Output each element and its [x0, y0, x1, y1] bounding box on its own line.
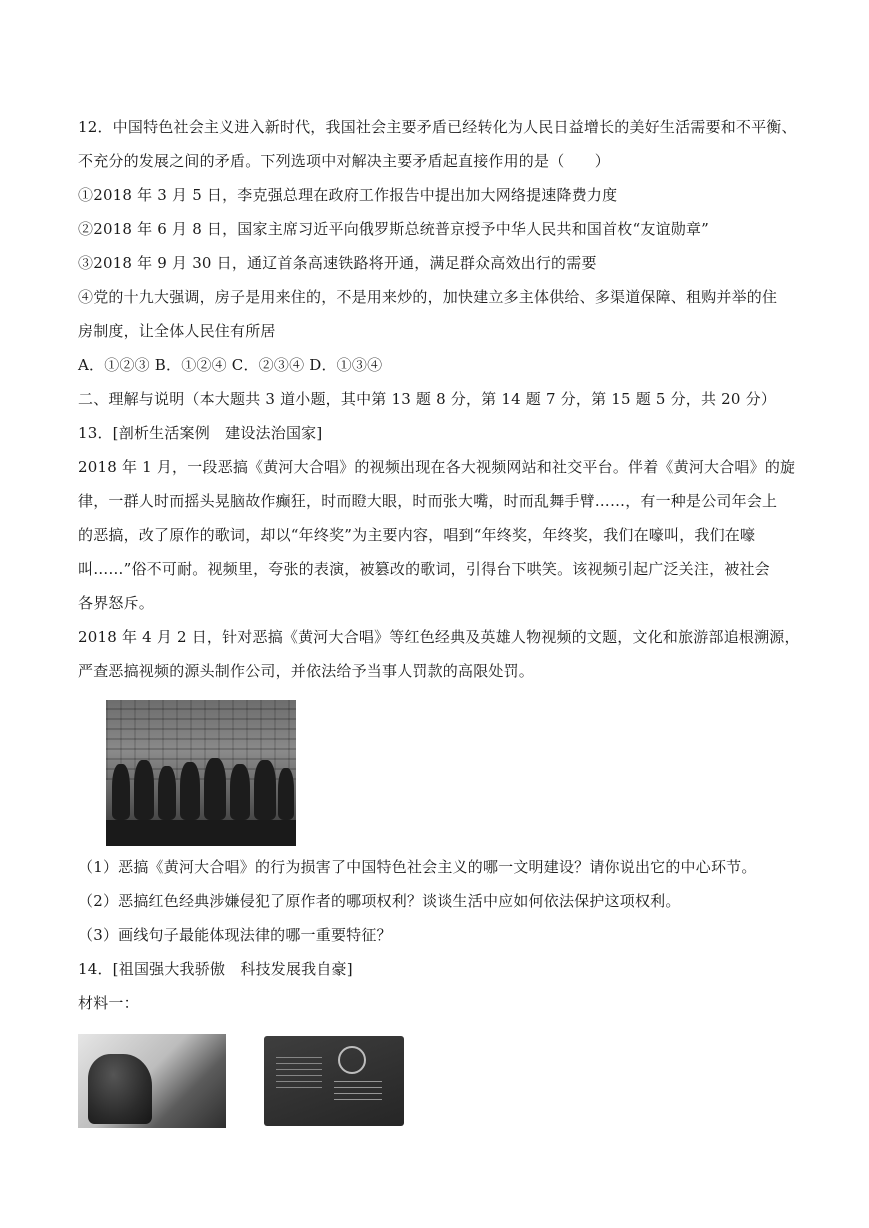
- q13-paragraph2-line2: 严查恶搞视频的源头制作公司，并依法给予当事人罚款的高限处罚。: [78, 662, 535, 680]
- national-emblem-icon: [338, 1046, 366, 1074]
- section-2-heading: 二、理解与说明（本大题共 3 道小题，其中第 13 题 8 分，第 14 题 7 分，第 15 题 5 分，共 20 分）: [78, 390, 777, 408]
- q13-sub2: （2）恶搞红色经典涉嫌侵犯了原作者的哪项权利？谈谈生活中应如何依法保护这项权利。: [78, 892, 681, 910]
- q13-paragraph1-line3: 的恶搞，改了原作的歌词，却以“年终奖”为主要内容，唱到“年终奖，年终奖，我们在嚎叫，我们在嚎: [78, 526, 756, 544]
- q12-stem-line1: 12．中国特色社会主义进入新时代，我国社会主要矛盾已经转化为人民日益增长的美好生活需要和不平衡、: [78, 118, 797, 136]
- performer-figure: [180, 762, 200, 820]
- passport-image: [260, 1034, 408, 1128]
- performance-photo: [106, 700, 296, 846]
- q13-paragraph1-line5: 各界怒斥。: [78, 594, 155, 612]
- q13-sub3: （3）画线句子最能体现法律的哪一重要特征？: [78, 926, 392, 944]
- performer-figure: [278, 768, 294, 820]
- q13-paragraph2-line1: 2018 年 4 月 2 日，针对恶搞《黄河大合唱》等红色经典及英雄人物视频的文题，文化和旅游部追根溯源，: [78, 628, 800, 646]
- q13-sub1: （1）恶搞《黄河大合唱》的行为损害了中国特色社会主义的哪一文明建设？请你说出它的中心环节。: [78, 858, 757, 876]
- q12-stem-line2: 不充分的发展之间的矛盾。下列选项中对解决主要矛盾起直接作用的是（ ）: [78, 152, 611, 170]
- q13-paragraph1-line2: 律，一群人时而摇头晃脑故作癫狂，时而瞪大眼，时而张大嘴，时而乱舞手臂……，有一种是公司年会上: [78, 492, 778, 510]
- soldier-poster-image: [78, 1034, 226, 1128]
- performer-figure: [134, 760, 154, 820]
- stage-floor: [106, 820, 296, 846]
- calligraphy-graphic: [136, 1036, 222, 1101]
- q12-option-2: ②2018 年 6 月 8 日，国家主席习近平向俄罗斯总统普京授予中华人民共和国首枚“友谊勋章”: [78, 220, 710, 238]
- performer-figure: [158, 766, 176, 820]
- q12-option-1: ①2018 年 3 月 5 日，李克强总理在政府工作报告中提出加大网络提速降费力度: [78, 186, 618, 204]
- performer-figure: [204, 758, 226, 820]
- performer-figure: [254, 760, 276, 820]
- q12-choices: A．①②③ B．①②④ C．②③④ D．①③④: [78, 356, 383, 374]
- q13-paragraph1-line4: 叫……”俗不可耐。视频里，夸张的表演，被篡改的歌词，引得台下哄笑。该视频引起广泛关注，被社会: [78, 560, 770, 578]
- q12-option-3: ③2018 年 9 月 30 日，通辽首条高速铁路将开通，满足群众高效出行的需要: [78, 254, 597, 272]
- passport-text-block: [276, 1052, 322, 1088]
- performer-figure: [112, 764, 130, 820]
- q13-paragraph1-line1: 2018 年 1 月，一段恶搞《黄河大合唱》的视频出现在各大视频网站和社交平台。伴着《黄河大合唱》的旋: [78, 458, 796, 476]
- material1-images: [78, 1034, 794, 1128]
- q12-option-4-line2: 房制度，让全体人民住有所居: [78, 322, 276, 340]
- document-page: [78, 110, 800, 1128]
- q14-title: 14．[祖国强大我骄傲 科技发展我自豪]: [78, 960, 353, 978]
- q13-title: 13．[剖析生活案例 建设法治国家]: [78, 424, 323, 442]
- q12-option-4-line1: ④党的十九大强调，房子是用来住的，不是用来炒的，加快建立多主体供给、多渠道保障、租购并举的住: [78, 288, 778, 306]
- passport-cover: [264, 1036, 404, 1126]
- performer-figure: [230, 764, 250, 820]
- passport-text-block: [334, 1080, 382, 1100]
- q14-material1-label: 材料一：: [78, 994, 139, 1012]
